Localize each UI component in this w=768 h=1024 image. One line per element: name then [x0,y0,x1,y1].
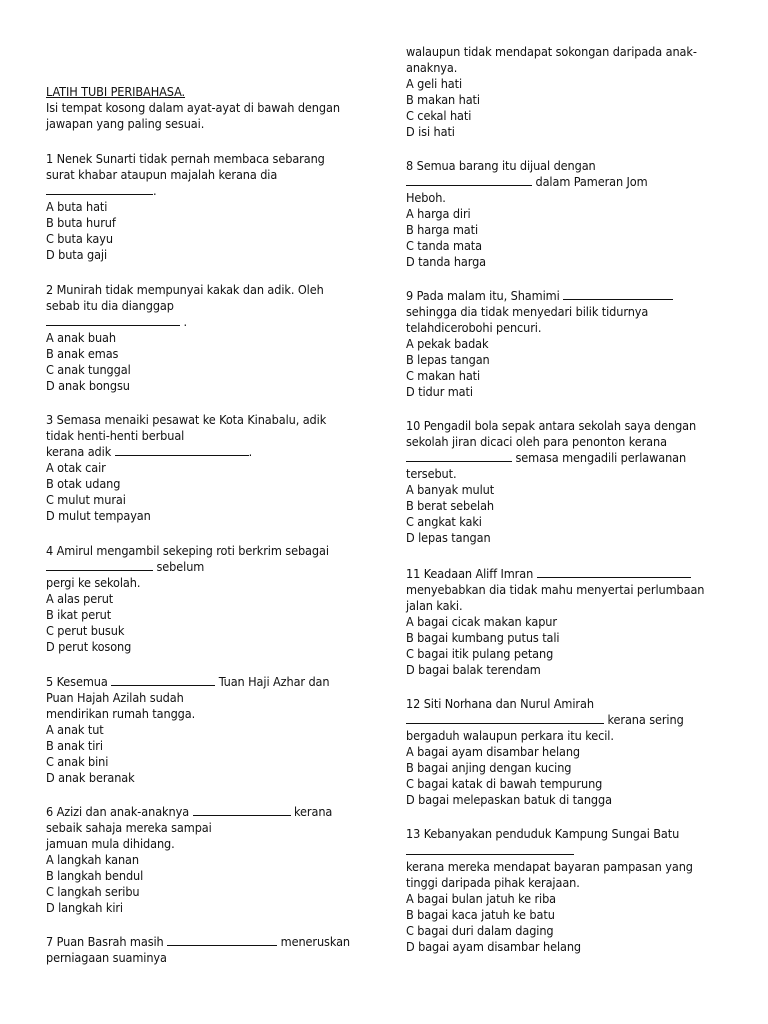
q4-option-a[interactable]: A alas perut [46,591,114,606]
q5-line-1 [46,674,329,690]
q2-option-d[interactable]: D anak bongsu [46,378,130,393]
answer-blank[interactable] [167,934,277,946]
q4-option-d[interactable]: D perut kosong [46,639,132,654]
q10-option-a[interactable]: A banyak mulut [406,482,495,497]
q13-option-a[interactable]: A bagai bulan jatuh ke riba [406,891,557,906]
q13-line-2: kerana mereka mendapat bayaran pampasan yang [406,859,693,874]
q6-line-2: sebaik sahaja mereka sampai [46,820,212,835]
q1-line-3 [46,183,157,199]
q5-line-1-end: Tuan Haji Azhar dan [218,674,330,689]
answer-blank[interactable] [111,674,215,686]
q7-line-3: walaupun tidak mendapat sokongan daripada anak- [406,44,697,59]
q3-line-2: tidak henti-henti berbual [46,428,185,443]
q2-option-a[interactable]: A anak buah [46,330,116,345]
q5-line-1-text: 5 Kesemua [46,674,108,689]
answer-blank[interactable] [563,288,673,300]
q2-option-b[interactable]: B anak emas [46,346,119,361]
q7-option-b[interactable]: B makan hati [406,92,480,107]
q2-line-3 [46,314,187,330]
q12-line-1: 12 Siti Norhana dan Nurul Amirah [406,696,594,711]
q12-option-a[interactable]: A bagai ayam disambar helang [406,744,581,759]
q8-option-a[interactable]: A harga diri [406,206,471,221]
q5-option-b[interactable]: B anak tiri [46,738,103,753]
q5-line-2: Puan Hajah Azilah sudah [46,690,184,705]
answer-blank[interactable] [193,804,291,816]
q12-option-c[interactable]: C bagai katak di bawah tempurung [406,776,603,791]
q4-option-b[interactable]: B ikat perut [46,607,112,622]
q3-line-3-end: . [248,444,253,459]
q8-option-b[interactable]: B harga mati [406,222,479,237]
q13-line-1: 13 Kebanyakan penduduk Kampung Sungai Batu [406,826,680,841]
q8-line-2-text: dalam Pameran Jom [535,174,648,189]
q3-line-1: 3 Semasa menaiki pesawat ke Kota Kinabalu, adik [46,412,327,427]
q12-line-3: bergaduh walaupun perkara itu kecil. [406,728,614,743]
q10-line-1: 10 Pengadil bola sepak antara sekolah saya dengan [406,418,697,433]
q4-option-c[interactable]: C perut busuk [46,623,125,638]
q3-line-3-text: kerana adik [46,444,112,459]
worksheet-title: LATIH TUBI PERIBAHASA. [46,84,186,99]
q12-option-b[interactable]: B bagai anjing dengan kucing [406,760,572,775]
answer-blank[interactable] [406,843,574,855]
answer-blank[interactable] [46,559,153,571]
q5-option-a[interactable]: A anak tut [46,722,104,737]
q13-blank-line [406,843,574,859]
q7-line-1-end: meneruskan [280,934,351,949]
q1-option-d[interactable]: D buta gaji [46,247,108,262]
q10-option-b[interactable]: B berat sebelah [406,498,494,513]
q9-option-b[interactable]: B lepas tangan [406,352,490,367]
q3-option-a[interactable]: A otak cair [46,460,106,475]
q7-line-1-text: 7 Puan Basrah masih [46,934,164,949]
answer-blank[interactable] [537,566,691,578]
q1-line-1: 1 Nenek Sunarti tidak pernah membaca sebarang [46,151,325,166]
q8-line-2 [406,174,648,190]
q6-line-3: jamuan mula dihidang. [46,836,175,851]
q4-line-1: 4 Amirul mengambil sekeping roti berkrim sebagai [46,543,329,558]
q1-option-a[interactable]: A buta hati [46,199,108,214]
q5-line-3: mendirikan rumah tangga. [46,706,196,721]
q3-line-3 [46,444,252,460]
q10-line-3 [406,450,686,466]
q11-line-3: jalan kaki. [406,598,463,613]
q13-option-c[interactable]: C bagai duri dalam daging [406,923,554,938]
q6-line-1-text: 6 Azizi dan anak-anaknya [46,804,190,819]
q6-option-c[interactable]: C langkah seribu [46,884,140,899]
q3-option-c[interactable]: C mulut murai [46,492,126,507]
q3-option-b[interactable]: B otak udang [46,476,121,491]
q11-option-c[interactable]: C bagai itik pulang petang [406,646,554,661]
q6-option-d[interactable]: D langkah kiri [46,900,123,915]
q12-option-d[interactable]: D bagai melepaskan batuk di tangga [406,792,612,807]
q7-option-a[interactable]: A geli hati [406,76,463,91]
q10-option-c[interactable]: C angkat kaki [406,514,482,529]
q7-line-4: anaknya. [406,60,458,75]
q2-line-1: 2 Munirah tidak mempunyai kakak dan adik. Oleh [46,282,324,297]
instructions-line-1: Isi tempat kosong dalam ayat-ayat di bawah dengan [46,100,340,115]
answer-blank[interactable] [406,450,512,462]
q1-line-2: surat khabar ataupun majalah kerana dia [46,167,278,182]
q11-option-d[interactable]: D bagai balak terendam [406,662,541,677]
q9-line-1-text: 9 Pada malam itu, Shamimi [406,288,560,303]
q11-line-2: menyebabkan dia tidak mahu menyertai perlumbaan [406,582,705,597]
answer-blank[interactable] [406,174,532,186]
q9-option-a[interactable]: A pekak badak [406,336,489,351]
q4-line-2 [46,559,204,575]
answer-blank[interactable] [406,712,604,724]
q10-line-3-text: semasa mengadili perlawanan [515,450,687,465]
answer-blank[interactable] [46,183,153,195]
q6-line-1-end: kerana [294,804,333,819]
q8-line-1: 8 Semua barang itu dijual dengan [406,158,596,173]
q10-line-2: sekolah jiran dicaci oleh para penonton kerana [406,434,667,449]
q11-line-1 [406,566,691,582]
q2-line-3-text: . [183,314,187,329]
q6-line-1 [46,804,332,820]
q9-option-d[interactable]: D tidur mati [406,384,473,399]
q11-option-a[interactable]: A bagai cicak makan kapur [406,614,557,629]
q1-option-c[interactable]: C buta kayu [46,231,113,246]
answer-blank[interactable] [46,314,180,326]
q4-line-3: pergi ke sekolah. [46,575,141,590]
q3-option-d[interactable]: D mulut tempayan [46,508,151,523]
q6-option-b[interactable]: B langkah bendul [46,868,144,883]
q5-option-c[interactable]: C anak bini [46,754,109,769]
q10-option-d[interactable]: D lepas tangan [406,530,491,545]
q7-option-c[interactable]: C cekal hati [406,108,472,123]
q10-line-4: tersebut. [406,466,457,481]
q13-option-b[interactable]: B bagai kaca jatuh ke batu [406,907,555,922]
instructions-line-2: jawapan yang paling sesuai. [46,116,205,131]
q9-line-3: telahdicerobohi pencuri. [406,320,542,335]
q1-line-3-text: . [153,183,157,198]
q7-option-d[interactable]: D isi hati [406,124,455,139]
q9-line-2: sehingga dia tidak menyedari bilik tidurnya [406,304,649,319]
q7-line-1 [46,934,350,950]
q11-option-b[interactable]: B bagai kumbang putus tali [406,630,560,645]
q9-option-c[interactable]: C makan hati [406,368,481,383]
answer-blank[interactable] [115,444,249,456]
q13-line-3: tinggi daripada pihak kerajaan. [406,875,580,890]
q8-line-3: Heboh. [406,190,446,205]
q1-option-b[interactable]: B buta huruf [46,215,116,230]
q2-line-2: sebab itu dia dianggap [46,298,174,313]
q11-line-1-text: 11 Keadaan Aliff Imran [406,566,534,581]
q12-line-2-text: kerana sering [607,712,684,727]
q8-option-c[interactable]: C tanda mata [406,238,482,253]
q8-option-d[interactable]: D tanda harga [406,254,487,269]
q6-option-a[interactable]: A langkah kanan [46,852,139,867]
q13-option-d[interactable]: D bagai ayam disambar helang [406,939,582,954]
q12-line-2 [406,712,684,728]
q4-line-2-text: sebelum [156,559,205,574]
q2-option-c[interactable]: C anak tunggal [46,362,131,377]
q9-line-1 [406,288,673,304]
q5-option-d[interactable]: D anak beranak [46,770,135,785]
q7-line-2: perniagaan suaminya [46,950,167,965]
